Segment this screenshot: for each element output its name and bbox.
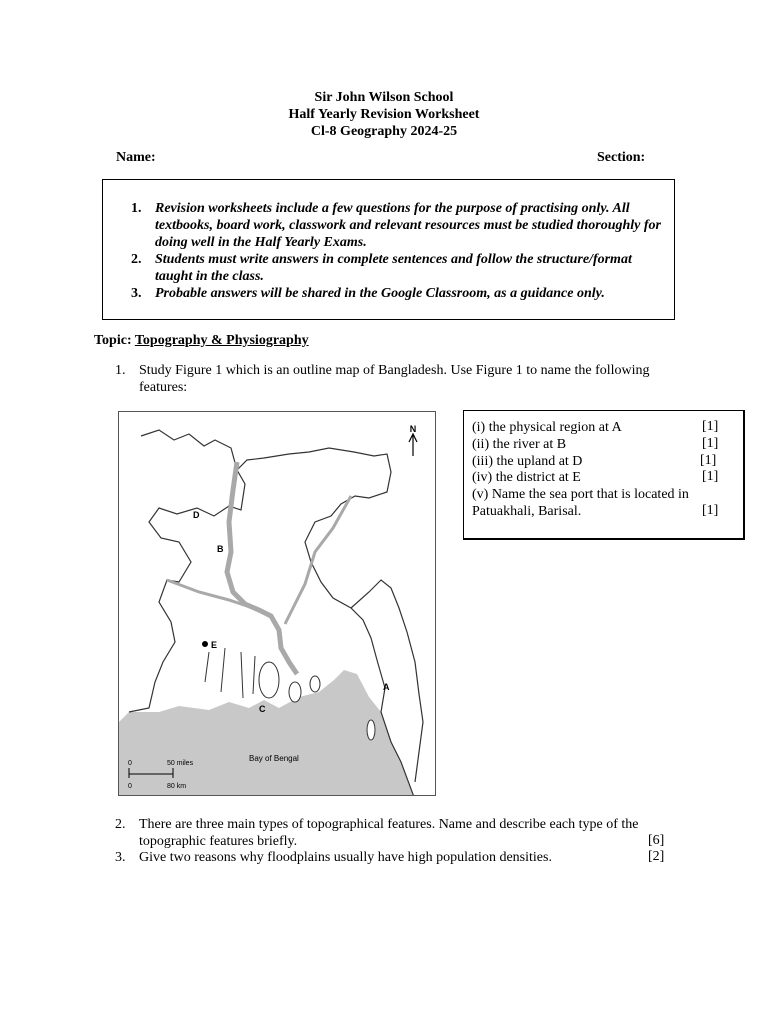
map-label-d: D <box>193 510 200 520</box>
subquestion-text: (v) Name the sea port that is located in <box>472 487 689 502</box>
subquestion-2 <box>472 436 566 453</box>
question-number: 2. <box>115 817 126 832</box>
subquestion-marks: [1] <box>702 419 719 434</box>
question-text: Study Figure 1 which is an outline map of Bangladesh. Use Figure 1 to name the following features: <box>139 363 650 395</box>
worksheet-subtitle: Cl-8 Geography 2024-25 <box>310 124 458 139</box>
section-label: Section: <box>597 150 646 165</box>
map-label-a: A <box>383 682 390 692</box>
subquestion-text: (iii) the upland at D <box>472 454 583 469</box>
subquestion-4 <box>472 469 581 486</box>
question-number: 3. <box>115 850 126 865</box>
subquestion-text: (iv) the district at E <box>472 470 581 485</box>
name-label: Name: <box>116 150 156 165</box>
north-label: N <box>409 424 417 434</box>
island <box>259 662 279 698</box>
instruction-number: 3. <box>131 286 142 301</box>
north-arrow-icon <box>409 434 417 456</box>
topic-label: Topic: <box>94 333 132 348</box>
topic-heading <box>94 333 309 349</box>
instruction-item <box>131 251 661 285</box>
island <box>289 682 301 702</box>
scale-miles: 50 miles <box>167 760 194 767</box>
scale-zero-miles: 0 <box>128 760 132 767</box>
subquestion-marks: [1] <box>702 436 719 451</box>
bangladesh-map <box>118 411 436 796</box>
subquestion-text: (i) the physical region at A <box>472 420 622 435</box>
subquestion-5 <box>472 486 689 503</box>
subquestion-1 <box>472 419 622 436</box>
instruction-text: Probable answers will be shared in the Google Classroom, as a guidance only. <box>155 286 605 301</box>
instruction-number: 1. <box>131 201 142 216</box>
instruction-item <box>131 285 661 302</box>
subquestion-text: (ii) the river at B <box>472 437 567 452</box>
island <box>367 720 375 740</box>
question-text: There are three main types of topographical features. Name and describe each type of the topographic features briefly. <box>139 817 639 849</box>
sea-label: Bay of Bengal <box>249 754 299 763</box>
subquestion-marks: [1] <box>700 453 717 468</box>
topic-name: Topography & Physiography <box>134 333 309 348</box>
question-2 <box>115 816 675 850</box>
instructions-list <box>131 200 661 302</box>
question-number: 1. <box>115 363 126 378</box>
instructions-box <box>102 179 675 320</box>
question-3 <box>115 849 655 866</box>
instruction-text: Students must write answers in complete sentences and follow the structure/format taught in the class. <box>155 252 632 284</box>
school-name: Sir John Wilson School <box>314 90 454 105</box>
island <box>310 676 320 692</box>
river-east <box>285 496 351 624</box>
question-3-marks: [2] <box>648 849 665 864</box>
instruction-item <box>131 200 661 251</box>
instruction-number: 2. <box>131 252 142 267</box>
map-label-c: C <box>259 704 266 714</box>
worksheet-title: Half Yearly Revision Worksheet <box>288 107 480 122</box>
scale-zero-km: 0 <box>128 783 132 790</box>
subquestion-text: Patuakhali, Barisal. <box>472 504 582 519</box>
subquestions-box <box>463 410 745 540</box>
subquestion-marks: [1] <box>702 503 719 518</box>
river-b <box>227 462 297 674</box>
map-label-b: B <box>217 544 224 554</box>
map-label-e: E <box>211 640 218 650</box>
map-svg <box>119 412 436 796</box>
instruction-text: Revision worksheets include a few questions for the purpose of practising only. All textbooks, board work, classwork and relevant resources must be studied thoroughly for doing well in the Half Yearly Exams. <box>155 201 661 250</box>
delta-channels <box>205 648 255 698</box>
subquestion-5-cont <box>472 503 581 520</box>
subquestion-marks: [1] <box>702 469 719 484</box>
question-1 <box>115 362 655 396</box>
question-2-marks: [6] <box>648 833 665 848</box>
subquestion-3 <box>472 453 582 470</box>
scale-km: 80 km <box>167 783 187 790</box>
district-e-marker <box>202 641 208 647</box>
question-text: Give two reasons why floodplains usually have high population densities. <box>139 850 552 865</box>
